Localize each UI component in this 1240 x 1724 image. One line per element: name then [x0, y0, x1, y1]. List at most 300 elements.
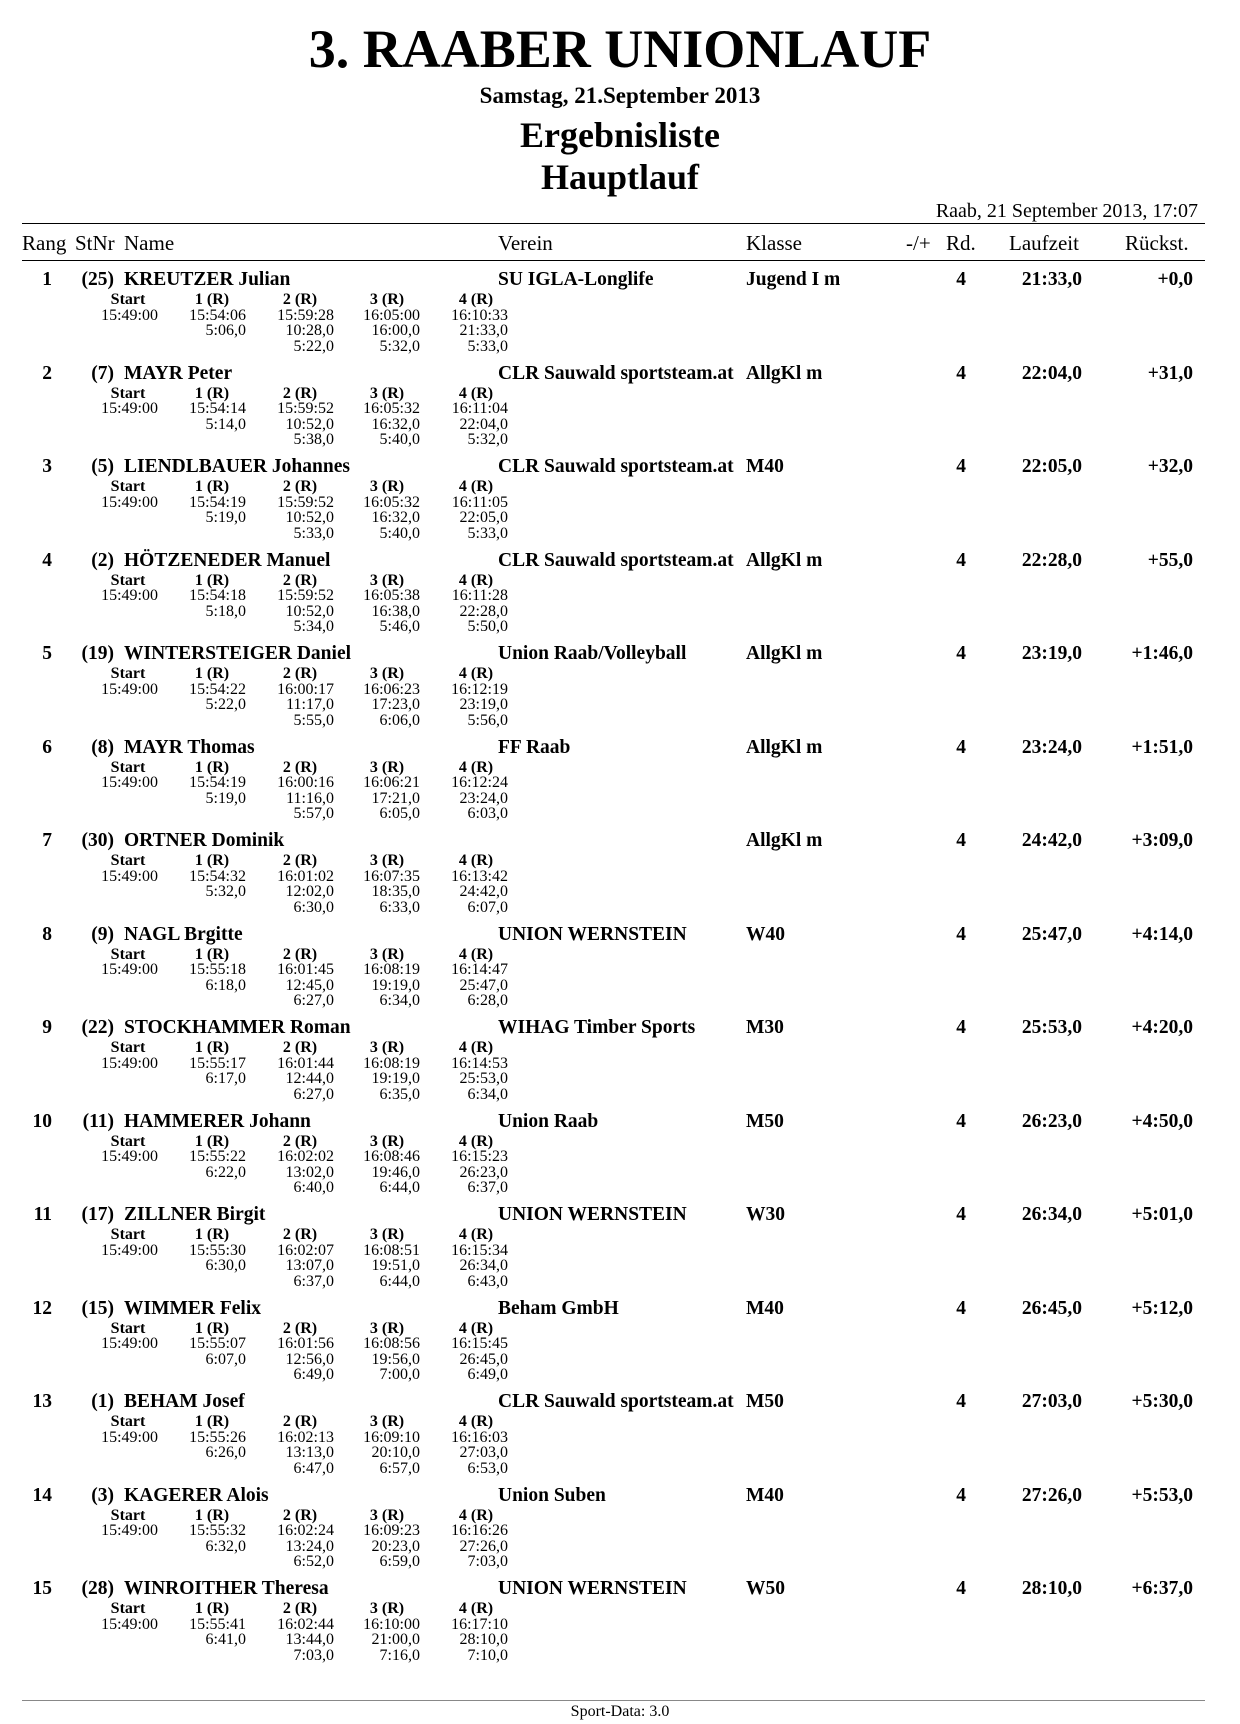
- split-lap-time: 6:59,0: [379, 1553, 420, 1570]
- split-lap-times: [0, 432, 1240, 448]
- split-clock-times: [0, 1336, 1240, 1352]
- rounds: 4: [956, 643, 966, 664]
- split-labels: [0, 760, 1240, 776]
- rank: 12: [32, 1297, 52, 1319]
- split-cumulative-time: 23:19,0: [459, 696, 508, 713]
- split-label: 2 (R): [282, 1319, 318, 1337]
- col-rank: Rang: [22, 231, 67, 255]
- split-label: 2 (R): [282, 478, 318, 495]
- result-main-line: [0, 455, 1240, 479]
- split-cumulative-times: [0, 1539, 1240, 1555]
- time-gap: +32,0: [1147, 456, 1193, 477]
- start-number: (19): [81, 643, 114, 664]
- split-label: 4 (R): [458, 1319, 494, 1337]
- split-label: Start: [110, 478, 146, 495]
- event-date: Samstag, 21.September 2013: [479, 83, 761, 108]
- club: CLR Sauwald sportsteam.at: [498, 362, 734, 384]
- split-clock-times: [0, 1430, 1240, 1446]
- split-cumulative-time: 5:06,0: [205, 322, 246, 339]
- split-lap-times: [0, 1461, 1240, 1477]
- club: UNION WERNSTEIN: [498, 923, 687, 945]
- time-gap: +1:51,0: [1131, 736, 1193, 758]
- split-cumulative-time: 13:02,0: [285, 1163, 334, 1181]
- club: UNION WERNSTEIN: [498, 1578, 687, 1599]
- split-clock-times: [0, 1149, 1240, 1165]
- split-clock-times: [0, 1056, 1240, 1072]
- split-clock-time: 16:15:34: [451, 1241, 508, 1259]
- rank: 15: [32, 1578, 52, 1599]
- split-clock-time: 15:49:00: [101, 493, 158, 511]
- club: UNION WERNSTEIN: [498, 1204, 687, 1225]
- rank: 1: [42, 269, 52, 290]
- class: AllgKl m: [746, 549, 823, 571]
- split-lap-time: 6:52,0: [293, 1553, 334, 1570]
- col-delta: -/+: [906, 231, 931, 255]
- split-labels: [0, 1134, 1240, 1150]
- rounds: 4: [956, 923, 966, 945]
- split-cumulative-time: 5:18,0: [205, 602, 246, 620]
- split-cumulative-time: 22:28,0: [459, 602, 508, 620]
- result-row: [0, 356, 1240, 450]
- split-clock-time: 15:55:18: [189, 961, 246, 978]
- split-cumulative-time: 17:21,0: [371, 789, 420, 807]
- split-cumulative-time: 11:17,0: [286, 696, 334, 713]
- split-clock-time: 15:59:52: [277, 400, 334, 417]
- split-clock-time: 16:02:07: [277, 1241, 334, 1259]
- col-stnr: StNr: [75, 231, 115, 255]
- split-label: 2 (R): [282, 1226, 318, 1243]
- split-clock-time: 15:55:32: [189, 1522, 246, 1539]
- split-clock-time: 15:49:00: [101, 1428, 158, 1446]
- split-cumulative-times: [0, 1445, 1240, 1461]
- split-clock-time: 15:59:52: [277, 493, 334, 511]
- split-clock-time: 15:55:22: [189, 1148, 246, 1165]
- run-time: 25:47,0: [1021, 923, 1082, 945]
- club: WIHAG Timber Sports: [498, 1017, 696, 1038]
- split-cumulative-time: 17:23,0: [371, 696, 420, 713]
- split-lap-time: 6:05,0: [379, 805, 420, 822]
- column-header-row: [0, 230, 1240, 256]
- rounds: 4: [956, 736, 966, 758]
- split-block: [0, 1508, 1240, 1570]
- split-clock-time: 15:49:00: [101, 306, 158, 324]
- split-label: 1 (R): [194, 478, 230, 495]
- time-gap: +5:53,0: [1131, 1484, 1193, 1506]
- split-cumulative-time: 13:44,0: [285, 1631, 334, 1648]
- split-label: Start: [110, 1319, 146, 1337]
- result-row: [0, 1291, 1240, 1385]
- athlete-name: MAYR Peter: [124, 362, 233, 384]
- split-clock-time: 15:49:00: [101, 1148, 158, 1165]
- split-lap-time: 6:34,0: [467, 1085, 508, 1103]
- class: W30: [746, 1204, 785, 1225]
- split-cumulative-time: 19:19,0: [371, 976, 420, 994]
- split-clock-time: 16:02:13: [277, 1428, 334, 1446]
- split-block: [0, 386, 1240, 448]
- split-cumulative-time: 16:32,0: [371, 415, 420, 433]
- list-heading: Ergebnisliste: [519, 115, 720, 155]
- split-cumulative-time: 18:35,0: [371, 883, 420, 900]
- split-clock-time: 16:08:19: [363, 961, 420, 978]
- run-time: 22:05,0: [1021, 456, 1082, 477]
- split-clock-time: 15:54:19: [189, 493, 246, 511]
- split-clock-time: 15:54:18: [189, 587, 246, 604]
- rounds: 4: [956, 1297, 966, 1319]
- split-cumulative-time: 12:44,0: [285, 1070, 334, 1087]
- split-lap-time: 6:44,0: [379, 1272, 420, 1290]
- split-clock-time: 16:11:05: [451, 493, 508, 511]
- result-main-line: [0, 1016, 1240, 1040]
- split-clock-time: 15:54:32: [189, 867, 246, 885]
- split-clock-time: 15:49:00: [101, 400, 158, 417]
- class: Jugend I m: [746, 269, 841, 290]
- split-clock-times: [0, 588, 1240, 604]
- athlete-name: KAGERER Alois: [124, 1484, 269, 1506]
- athlete-name: HAMMERER Johann: [124, 1110, 311, 1132]
- split-lap-time: 6:44,0: [379, 1179, 420, 1196]
- split-clock-times: [0, 401, 1240, 417]
- split-cumulative-time: 10:28,0: [285, 322, 334, 339]
- split-cumulative-times: [0, 1071, 1240, 1087]
- split-lap-time: 6:43,0: [467, 1272, 508, 1290]
- split-labels: [0, 1321, 1240, 1337]
- run-time: 23:24,0: [1021, 736, 1082, 758]
- split-lap-time: 6:27,0: [293, 1085, 334, 1103]
- result-row: [0, 823, 1240, 917]
- split-label: 2 (R): [282, 1600, 318, 1617]
- split-cumulative-times: [0, 1258, 1240, 1274]
- split-labels: [0, 386, 1240, 402]
- class: M40: [746, 456, 784, 477]
- class: M40: [746, 1484, 784, 1506]
- start-number: (3): [91, 1484, 114, 1506]
- athlete-name: STOCKHAMMER Roman: [124, 1017, 351, 1038]
- split-cumulative-times: [0, 1632, 1240, 1648]
- class: W50: [746, 1578, 785, 1599]
- split-label: 4 (R): [458, 945, 494, 963]
- split-labels: [0, 1040, 1240, 1056]
- split-lap-time: 5:32,0: [467, 431, 508, 448]
- split-clock-times: [0, 869, 1240, 885]
- split-label: 3 (R): [369, 384, 405, 402]
- split-clock-time: 16:05:32: [363, 493, 420, 511]
- split-clock-time: 15:55:26: [189, 1428, 246, 1446]
- result-main-line: [0, 549, 1240, 573]
- split-clock-times: [0, 682, 1240, 698]
- result-row: [0, 1010, 1240, 1104]
- col-gap: Rückst.: [1125, 231, 1189, 255]
- club: SU IGLA-Longlife: [498, 269, 654, 290]
- time-gap: +5:30,0: [1131, 1391, 1193, 1412]
- split-label: 2 (R): [282, 1132, 318, 1150]
- split-label: 4 (R): [458, 665, 494, 682]
- class: M50: [746, 1110, 784, 1132]
- result-main-line: [0, 642, 1240, 666]
- split-lap-times: [0, 1554, 1240, 1570]
- split-clock-times: [0, 1617, 1240, 1633]
- split-lap-time: 6:49,0: [293, 1366, 334, 1383]
- split-clock-time: 16:05:00: [363, 306, 420, 324]
- split-label: 4 (R): [458, 852, 494, 869]
- split-cumulative-time: 10:52,0: [285, 415, 334, 433]
- split-label: 3 (R): [369, 1039, 405, 1056]
- split-cumulative-time: 6:07,0: [205, 1350, 246, 1368]
- split-label: Start: [110, 571, 146, 589]
- split-label: Start: [110, 1506, 146, 1524]
- time-gap: +5:12,0: [1131, 1297, 1193, 1319]
- split-clock-times: [0, 962, 1240, 978]
- split-cumulative-time: 27:03,0: [459, 1444, 508, 1461]
- split-cumulative-time: 27:26,0: [459, 1537, 508, 1555]
- split-clock-time: 16:08:56: [363, 1335, 420, 1352]
- rank: 14: [32, 1484, 52, 1506]
- start-number: (22): [81, 1017, 114, 1038]
- run-time: 26:45,0: [1021, 1297, 1082, 1319]
- split-lap-time: 6:34,0: [379, 992, 420, 1009]
- split-cumulative-time: 28:10,0: [459, 1631, 508, 1648]
- split-lap-time: 6:35,0: [379, 1085, 420, 1103]
- split-block: [0, 1414, 1240, 1476]
- rank: 7: [42, 830, 52, 851]
- club: FF Raab: [498, 736, 571, 758]
- split-clock-time: 15:59:28: [277, 306, 334, 324]
- split-label: 2 (R): [282, 758, 318, 776]
- split-lap-time: 6:03,0: [467, 805, 508, 822]
- athlete-name: NAGL Brgitte: [124, 923, 243, 945]
- split-cumulative-time: 25:53,0: [459, 1070, 508, 1087]
- split-cumulative-time: 26:34,0: [459, 1257, 508, 1274]
- split-clock-time: 16:02:24: [277, 1522, 334, 1539]
- split-clock-time: 15:49:00: [101, 680, 158, 698]
- start-number: (15): [81, 1297, 114, 1319]
- split-cumulative-time: 6:26,0: [205, 1444, 246, 1461]
- athlete-name: BEHAM Josef: [124, 1391, 245, 1412]
- split-cumulative-time: 5:22,0: [205, 696, 246, 713]
- split-clock-time: 16:10:00: [363, 1615, 420, 1633]
- event-title: 3. RAABER UNIONLAUF: [308, 19, 932, 79]
- split-block: [0, 1134, 1240, 1196]
- split-lap-times: [0, 1274, 1240, 1290]
- split-label: 4 (R): [458, 384, 494, 402]
- split-label: 3 (R): [369, 758, 405, 776]
- run-time: 26:23,0: [1021, 1110, 1082, 1132]
- split-clock-time: 16:08:46: [363, 1148, 420, 1165]
- split-lap-time: 5:56,0: [467, 711, 508, 729]
- split-label: 2 (R): [282, 1413, 318, 1430]
- rank: 6: [42, 736, 52, 758]
- split-lap-time: 7:00,0: [379, 1366, 420, 1383]
- split-cumulative-time: 23:24,0: [459, 789, 508, 807]
- split-label: 1 (R): [194, 384, 230, 402]
- split-clock-time: 15:49:00: [101, 587, 158, 604]
- split-lap-times: [0, 993, 1240, 1009]
- split-cumulative-time: 11:16,0: [286, 789, 334, 807]
- start-number: (30): [81, 830, 114, 851]
- split-clock-time: 16:01:44: [277, 1054, 334, 1072]
- run-time: 28:10,0: [1021, 1578, 1082, 1599]
- rounds: 4: [956, 269, 966, 290]
- split-lap-times: [0, 1648, 1240, 1664]
- split-lap-time: 6:33,0: [379, 898, 420, 916]
- result-main-line: [0, 268, 1240, 292]
- result-row: [0, 1571, 1240, 1665]
- col-club: Verein: [498, 231, 553, 255]
- result-row: [0, 449, 1240, 543]
- split-block: [0, 292, 1240, 354]
- split-labels: [0, 1227, 1240, 1243]
- result-main-line: [0, 829, 1240, 853]
- time-gap: +4:50,0: [1131, 1110, 1193, 1132]
- split-clock-time: 15:59:52: [277, 587, 334, 604]
- club: Union Raab: [498, 1110, 599, 1132]
- result-row: [0, 1197, 1240, 1291]
- class: AllgKl m: [746, 830, 823, 851]
- rank: 9: [42, 1017, 52, 1038]
- split-block: [0, 1040, 1240, 1102]
- split-clock-time: 16:17:10: [451, 1615, 508, 1633]
- split-block: [0, 666, 1240, 728]
- split-label: 2 (R): [282, 384, 318, 402]
- split-clock-time: 16:01:56: [277, 1335, 334, 1352]
- class: AllgKl m: [746, 362, 823, 384]
- split-lap-time: 7:03,0: [293, 1646, 334, 1664]
- split-clock-time: 16:11:04: [451, 400, 508, 417]
- split-labels: [0, 1601, 1240, 1617]
- split-cumulative-time: 5:19,0: [205, 789, 246, 807]
- time-gap: +3:09,0: [1131, 830, 1193, 851]
- split-clock-time: 15:49:00: [101, 1615, 158, 1633]
- split-label: 3 (R): [369, 1413, 405, 1430]
- split-cumulative-time: 5:32,0: [205, 883, 246, 900]
- run-time: 27:26,0: [1021, 1484, 1082, 1506]
- split-clock-time: 16:08:51: [363, 1241, 420, 1259]
- split-cumulative-time: 6:18,0: [205, 976, 246, 994]
- split-label: 3 (R): [369, 1319, 405, 1337]
- split-clock-time: 16:16:03: [451, 1428, 508, 1446]
- rounds: 4: [956, 362, 966, 384]
- split-label: 1 (R): [194, 1132, 230, 1150]
- split-clock-time: 15:55:07: [189, 1335, 246, 1352]
- athlete-name: WINTERSTEIGER Daniel: [124, 643, 352, 664]
- split-clock-time: 16:02:02: [277, 1148, 334, 1165]
- split-clock-time: 16:02:44: [277, 1615, 334, 1633]
- rounds: 4: [956, 1204, 966, 1225]
- split-lap-time: 5:50,0: [467, 618, 508, 635]
- athlete-name: WIMMER Felix: [124, 1297, 262, 1319]
- split-clock-time: 16:01:45: [277, 961, 334, 978]
- class: M50: [746, 1391, 784, 1412]
- split-lap-time: 6:07,0: [467, 898, 508, 916]
- split-labels: [0, 573, 1240, 589]
- split-lap-times: [0, 1367, 1240, 1383]
- split-clock-time: 15:49:00: [101, 867, 158, 885]
- split-label: 2 (R): [282, 852, 318, 869]
- split-cumulative-times: [0, 1352, 1240, 1368]
- split-clock-time: 16:08:19: [363, 1054, 420, 1072]
- split-label: 2 (R): [282, 571, 318, 589]
- result-main-line: [0, 736, 1240, 760]
- time-gap: +0,0: [1157, 269, 1193, 290]
- start-number: (17): [81, 1204, 114, 1225]
- split-cumulative-time: 12:45,0: [285, 976, 334, 994]
- club: CLR Sauwald sportsteam.at: [498, 1391, 734, 1412]
- split-lap-time: 6:53,0: [467, 1459, 508, 1477]
- split-label: 4 (R): [458, 1600, 494, 1617]
- rounds: 4: [956, 1484, 966, 1506]
- split-cumulative-time: 19:51,0: [371, 1257, 420, 1274]
- split-cumulative-times: [0, 323, 1240, 339]
- run-time: 22:04,0: [1021, 362, 1082, 384]
- result-row: [0, 1478, 1240, 1572]
- run-time: 24:42,0: [1021, 830, 1082, 851]
- club: Beham GmbH: [498, 1297, 619, 1319]
- split-label: 4 (R): [458, 478, 494, 495]
- split-lap-times: [0, 900, 1240, 916]
- split-clock-time: 15:54:06: [189, 306, 246, 324]
- club: CLR Sauwald sportsteam.at: [498, 549, 734, 571]
- split-labels: [0, 666, 1240, 682]
- rounds: 4: [956, 1017, 966, 1038]
- start-number: (8): [91, 736, 114, 758]
- split-block: [0, 760, 1240, 822]
- split-lap-time: 6:28,0: [467, 992, 508, 1009]
- race-heading: Hauptlauf: [540, 157, 700, 197]
- athlete-name: ZILLNER Birgit: [124, 1204, 266, 1225]
- split-clock-time: 16:16:26: [451, 1522, 508, 1539]
- result-main-line: [0, 1390, 1240, 1414]
- split-labels: [0, 1508, 1240, 1524]
- split-clock-time: 16:06:21: [363, 774, 420, 791]
- split-labels: [0, 947, 1240, 963]
- run-time: 23:19,0: [1021, 643, 1082, 664]
- result-main-line: [0, 923, 1240, 947]
- split-label: 3 (R): [369, 945, 405, 963]
- split-clock-time: 16:09:23: [363, 1522, 420, 1539]
- split-label: 3 (R): [369, 1506, 405, 1524]
- class: AllgKl m: [746, 643, 823, 664]
- result-row: [0, 730, 1240, 824]
- split-label: 1 (R): [194, 852, 230, 869]
- split-label: 4 (R): [458, 1226, 494, 1243]
- split-label: Start: [110, 758, 146, 776]
- split-labels: [0, 479, 1240, 495]
- split-label: 4 (R): [458, 1039, 494, 1056]
- split-label: 1 (R): [194, 1600, 230, 1617]
- header-rule-bottom: [22, 260, 1205, 261]
- run-time: 27:03,0: [1021, 1391, 1082, 1412]
- split-label: 4 (R): [458, 1132, 494, 1150]
- split-lap-time: 7:10,0: [467, 1646, 508, 1664]
- split-label: 2 (R): [282, 291, 318, 308]
- split-clock-time: 16:12:19: [451, 680, 508, 698]
- split-cumulative-time: 22:05,0: [459, 509, 508, 526]
- header-rule-top: [22, 223, 1205, 224]
- run-time: 22:28,0: [1021, 549, 1082, 571]
- rounds: 4: [956, 830, 966, 851]
- time-gap: +55,0: [1147, 549, 1193, 571]
- class: M30: [746, 1017, 784, 1038]
- split-cumulative-time: 10:52,0: [285, 602, 334, 620]
- split-label: 2 (R): [282, 1039, 318, 1056]
- split-label: Start: [110, 1039, 146, 1056]
- time-gap: +4:20,0: [1131, 1017, 1193, 1038]
- split-clock-time: 15:55:30: [189, 1241, 246, 1259]
- rank: 3: [42, 456, 52, 477]
- club: CLR Sauwald sportsteam.at: [498, 456, 734, 477]
- result-main-line: [0, 1484, 1240, 1508]
- split-clock-time: 15:49:00: [101, 961, 158, 978]
- run-time: 21:33,0: [1021, 269, 1082, 290]
